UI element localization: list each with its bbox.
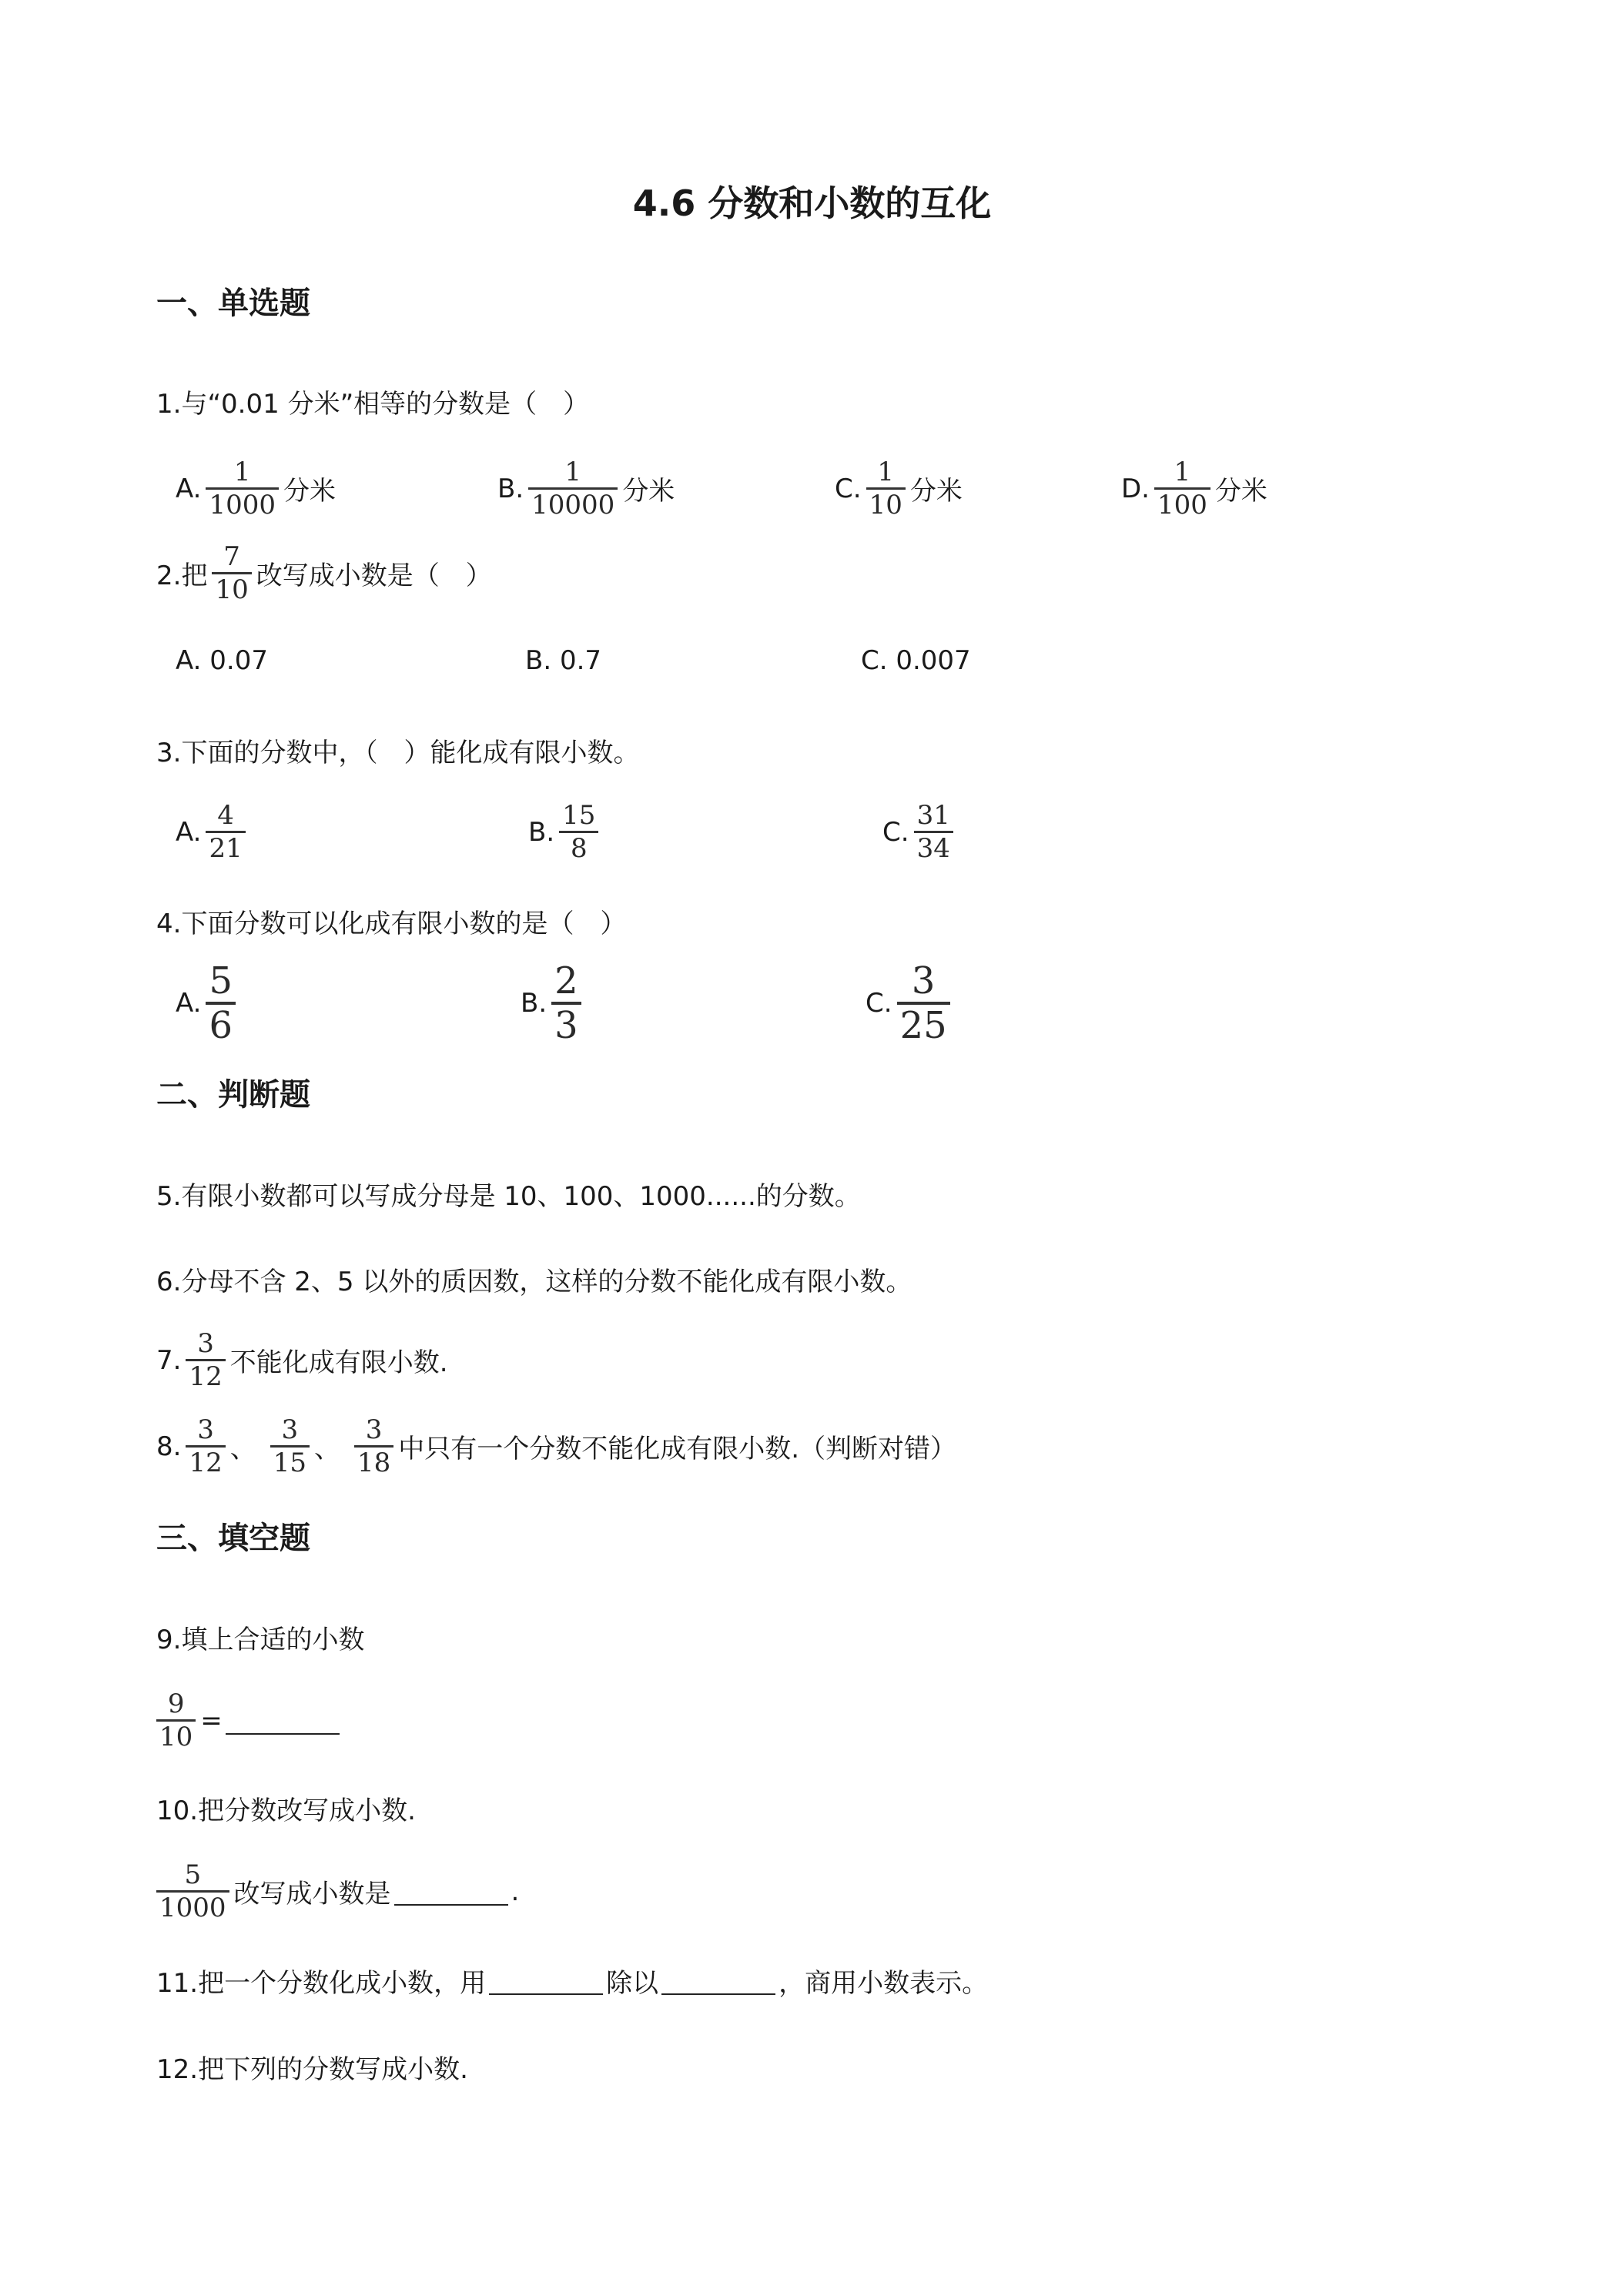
section-heading-single-choice: 一、单选题 [156, 286, 310, 321]
fraction: $\frac{3}{25}$ [897, 962, 950, 1044]
section-heading-fill-in: 三、填空题 [156, 1521, 310, 1556]
fraction: $\frac{9}{10}$ [156, 1691, 196, 1750]
section-heading-true-false: 二、判断题 [156, 1077, 310, 1113]
question-10-answer-line: $\frac{5}{1000}$ 改写成小数是 . [156, 1862, 519, 1921]
question-6: 6.分母不含 2、5 以外的质因数，这样的分数不能化成有限小数。 [156, 1267, 912, 1297]
question-9-answer-line: $\frac{9}{10}$ = [156, 1691, 343, 1750]
q2-option-a[interactable]: A. 0.07 [176, 645, 268, 676]
q4-option-a[interactable]: A. $\frac{5}{6}$ [176, 962, 240, 1044]
fraction: $\frac{1}{100}$ [1154, 459, 1210, 518]
fraction: $\frac{1}{10}$ [866, 459, 906, 518]
fraction: $\frac{3}{12}$ [186, 1330, 225, 1390]
question-7: 7. $\frac{3}{12}$ 不能化成有限小数. [156, 1328, 448, 1392]
fraction: $\frac{5}{1000}$ [156, 1862, 229, 1921]
question-5: 5.有限小数都可以写成分母是 10、100、1000......的分数。 [156, 1181, 861, 1212]
question-2-stem: 2.把 $\frac{7}{10}$ 改写成小数是（ ） [156, 541, 492, 605]
answer-blank[interactable] [661, 1967, 775, 1995]
fraction: $\frac{15}{8}$ [559, 802, 598, 862]
fraction: $\frac{31}{34}$ [914, 802, 953, 862]
question-11: 11.把一个分数化成小数，用 除以 ，商用小数表示。 [156, 1968, 989, 1999]
answer-blank[interactable] [394, 1878, 508, 1906]
fraction: $\frac{7}{10}$ [212, 544, 251, 603]
fraction: $\frac{3}{18}$ [354, 1417, 393, 1476]
fraction: $\frac{2}{3}$ [551, 962, 581, 1044]
fraction: $\frac{3}{12}$ [186, 1417, 225, 1476]
fraction: $\frac{1}{10000}$ [528, 459, 618, 518]
question-4-stem: 4.下面分数可以化成有限小数的是（ ） [156, 909, 627, 939]
question-1-stem: 1.与“0.01 分米”相等的分数是（ ） [156, 389, 590, 420]
q1-option-c[interactable]: C. $\frac{1}{10}$ 分米 [835, 457, 963, 520]
answer-blank[interactable] [226, 1707, 340, 1735]
q1-option-b[interactable]: B. $\frac{1}{10000}$ 分米 [497, 457, 675, 520]
q1-option-a[interactable]: A. $\frac{1}{1000}$ 分米 [176, 457, 336, 520]
q3-option-c[interactable]: C. $\frac{31}{34}$ [882, 802, 958, 862]
q2-option-c[interactable]: C. 0.007 [861, 645, 971, 676]
question-3-stem: 3.下面的分数中，（ ）能化成有限小数。 [156, 738, 640, 768]
fraction: $\frac{3}{15}$ [270, 1417, 310, 1476]
q4-option-c[interactable]: C. $\frac{3}{25}$ [866, 962, 955, 1044]
question-12: 12.把下列的分数写成小数. [156, 2054, 468, 2085]
page-title: 4.6 分数和小数的互化 [632, 182, 992, 224]
q3-option-b[interactable]: B. $\frac{15}{8}$ [528, 802, 603, 862]
q3-option-a[interactable]: A. $\frac{4}{21}$ [176, 802, 250, 862]
fraction: $\frac{1}{1000}$ [206, 459, 279, 518]
q4-option-b[interactable]: B. $\frac{2}{3}$ [521, 962, 586, 1044]
q1-option-d[interactable]: D. $\frac{1}{100}$ 分米 [1121, 457, 1267, 520]
fraction: $\frac{5}{6}$ [206, 962, 236, 1044]
question-9-stem: 9.填上合适的小数 [156, 1625, 365, 1655]
answer-blank[interactable] [489, 1967, 603, 1995]
fraction: $\frac{4}{21}$ [206, 802, 245, 862]
question-8: 8. $\frac{3}{12}$ 、 $\frac{3}{15}$ 、 $\frac{3}{18}$ 中只有一个分数不能化成有限小数.（判断对错） [156, 1414, 957, 1478]
question-10-stem: 10.把分数改写成小数. [156, 1796, 416, 1826]
q2-option-b[interactable]: B. 0.7 [525, 645, 602, 676]
